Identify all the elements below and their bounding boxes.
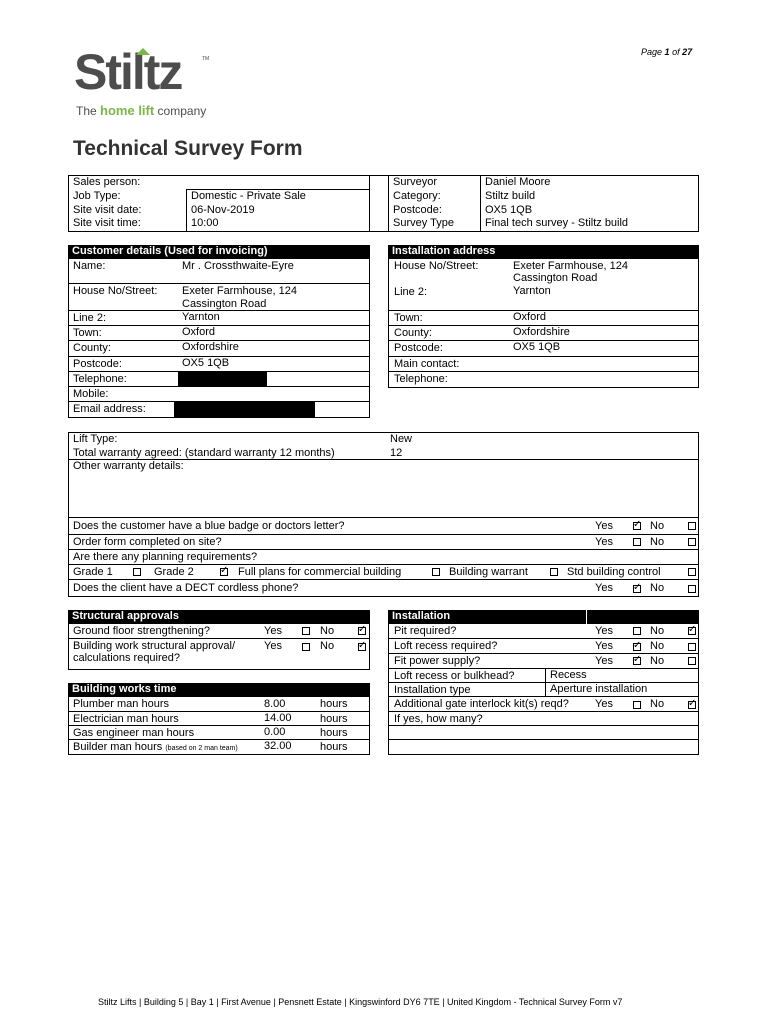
customer-postcode-value: OX5 1QB: [182, 357, 230, 369]
electrician-unit: hours: [320, 713, 348, 725]
category-value: Stiltz build: [485, 190, 536, 202]
planning-question: Are there any planning requirements?: [73, 551, 258, 563]
building-work-yes-checkbox[interactable]: [302, 643, 310, 651]
fit-power-yes-checkbox[interactable]: [633, 657, 641, 665]
logo-roof-icon: [136, 48, 150, 55]
building-work-question-2: calculations required?: [73, 652, 181, 664]
builder-value: 32.00: [264, 740, 292, 752]
fit-power-no-checkbox[interactable]: [688, 657, 696, 665]
install-house-value-2: Cassington Road: [513, 272, 598, 284]
customer-postcode-label: Postcode:: [73, 358, 122, 370]
builder-unit: hours: [320, 741, 348, 753]
order-form-yes-checkbox[interactable]: [633, 538, 641, 546]
install-town-value: Oxford: [513, 311, 547, 323]
blue-badge-yes-checkbox[interactable]: [633, 522, 641, 530]
how-many-question: If yes, how many?: [394, 713, 483, 725]
site-visit-time-value: 10:00: [191, 217, 219, 229]
loft-recess-yes-checkbox[interactable]: [633, 643, 641, 651]
customer-county-value: Oxfordshire: [182, 341, 239, 353]
page-footer: Stiltz Lifts | Building 5 | Bay 1 | First Avenue | Pensnett Estate | Kingswinford DY6 7TE | United Kingdom - Technical Survey Form v7: [98, 997, 623, 1007]
fit-power-yes-label: Yes: [595, 655, 613, 667]
telephone-redaction: [178, 371, 267, 386]
building-work-no-label: No: [320, 640, 335, 652]
email-redaction: [174, 402, 315, 417]
ground-floor-no-checkbox[interactable]: [358, 627, 366, 635]
dect-yes-label: Yes: [595, 582, 613, 594]
site-visit-time-label: Site visit time:: [73, 217, 141, 229]
dect-yes-checkbox[interactable]: [633, 585, 641, 593]
order-form-question: Order form completed on site?: [73, 536, 222, 548]
sales-person-label: Sales person:: [73, 176, 141, 188]
blue-badge-no-checkbox[interactable]: [688, 522, 696, 530]
grade2-label: Grade 2: [154, 566, 194, 578]
install-postcode-value: OX5 1QB: [513, 341, 561, 353]
fit-power-question: Fit power supply?: [394, 655, 481, 667]
job-type-value: Domestic - Private Sale: [191, 190, 306, 202]
order-form-yes-label: Yes: [595, 536, 613, 548]
building-warrant-checkbox[interactable]: [550, 568, 558, 576]
survey-type-label: Survey Type: [393, 217, 454, 229]
building-work-yes-label: Yes: [264, 640, 282, 652]
pit-no-checkbox[interactable]: [688, 627, 696, 635]
install-house-value-3: Yarnton: [513, 285, 551, 297]
page-number: Page 1 of 27: [641, 47, 693, 57]
loft-recess-yes-label: Yes: [595, 640, 613, 652]
total-warranty-value: 12: [390, 447, 403, 459]
total-warranty-label: Total warranty agreed: (standard warranty 12 months): [73, 447, 335, 459]
site-visit-date-label: Site visit date:: [73, 204, 142, 216]
lift-type-label: Lift Type:: [73, 433, 118, 445]
customer-house-value-1: Exeter Farmhouse, 124: [182, 285, 297, 297]
customer-house-label: House No/Street:: [73, 285, 158, 297]
install-house-label: House No/Street:: [394, 260, 479, 272]
gas-engineer-unit: hours: [320, 727, 348, 739]
customer-line2-label: Line 2:: [73, 312, 107, 324]
site-visit-date-value: 06-Nov-2019: [191, 204, 255, 216]
pit-yes-checkbox[interactable]: [633, 627, 641, 635]
std-building-control-label: Std building control: [567, 566, 661, 578]
grade1-checkbox[interactable]: [133, 568, 141, 576]
loft-recess-no-checkbox[interactable]: [688, 643, 696, 651]
electrician-label: Electrician man hours: [73, 713, 179, 725]
postcode-value: OX5 1QB: [485, 204, 533, 216]
building-work-no-checkbox[interactable]: [358, 643, 366, 651]
other-warranty-label: Other warranty details:: [73, 460, 184, 472]
loft-or-bulkhead-question: Loft recess or bulkhead?: [394, 670, 515, 682]
pit-yes-label: Yes: [595, 625, 613, 637]
dect-no-label: No: [650, 582, 665, 594]
blue-badge-question: Does the customer have a blue badge or doctors letter?: [73, 520, 345, 532]
gas-engineer-value: 0.00: [264, 726, 286, 738]
customer-county-label: County:: [73, 342, 111, 354]
order-form-no-label: No: [650, 536, 665, 548]
customer-telephone-label: Telephone:: [73, 373, 127, 385]
install-postcode-label: Postcode:: [394, 342, 443, 354]
surveyor-label: Surveyor: [393, 176, 438, 188]
customer-name-value: Mr . Crossthwaite-Eyre: [182, 260, 294, 272]
job-type-label: Job Type:: [73, 190, 121, 202]
install-county-label: County:: [394, 327, 432, 339]
ground-floor-yes-label: Yes: [264, 625, 282, 637]
std-building-control-checkbox[interactable]: [688, 568, 696, 576]
survey-type-value: Final tech survey - Stiltz build: [485, 217, 629, 229]
install-telephone-label: Telephone:: [394, 373, 448, 385]
dect-question: Does the client have a DECT cordless phone?: [73, 582, 299, 594]
pit-question: Pit required?: [394, 625, 457, 637]
gate-kits-no-checkbox[interactable]: [688, 701, 696, 709]
install-house-value-1: Exeter Farmhouse, 124: [513, 260, 628, 272]
customer-house-value-2: Cassington Road: [182, 298, 267, 310]
installation-type-value: Aperture installation: [550, 683, 648, 695]
building-works-header: Building works time: [68, 683, 370, 697]
customer-town-value: Oxford: [182, 326, 216, 338]
building-work-question-1: Building work structural approval/: [73, 640, 236, 652]
install-main-contact-label: Main contact:: [394, 358, 460, 370]
full-plans-checkbox[interactable]: [432, 568, 440, 576]
page-title: Technical Survey Form: [73, 137, 303, 160]
gate-kits-yes-checkbox[interactable]: [633, 701, 641, 709]
plumber-label: Plumber man hours: [73, 698, 169, 710]
loft-recess-no-label: No: [650, 640, 665, 652]
gate-kits-yes-label: Yes: [595, 698, 613, 710]
category-label: Category:: [393, 190, 441, 202]
stiltz-logo: [74, 44, 214, 122]
logo-tagline: The home lift company: [76, 103, 207, 118]
grade2-checkbox[interactable]: [220, 568, 228, 576]
loft-recess-question: Loft recess required?: [394, 640, 498, 652]
builder-label: Builder man hours (based on 2 man team): [73, 741, 238, 753]
structural-approvals-header: Structural approvals: [68, 610, 370, 624]
installation-address-header: Installation address: [388, 245, 699, 259]
electrician-value: 14.00: [264, 712, 292, 724]
customer-mobile-label: Mobile:: [73, 388, 109, 400]
plumber-value: 8.00: [264, 698, 286, 710]
order-form-no-checkbox[interactable]: [688, 538, 696, 546]
logo-wordmark: Stiltz: [74, 44, 182, 100]
logo-tm: TM: [202, 56, 210, 62]
install-town-label: Town:: [394, 312, 423, 324]
gate-kits-no-label: No: [650, 698, 665, 710]
customer-details-header: Customer details (Used for invoicing): [68, 245, 370, 259]
gate-kits-question: Additional gate interlock kit(s) reqd?: [394, 698, 569, 710]
ground-floor-question: Ground floor strengthening?: [73, 625, 210, 637]
full-plans-label: Full plans for commercial building: [238, 566, 402, 578]
loft-or-bulkhead-value: Recess: [550, 669, 587, 681]
customer-town-label: Town:: [73, 327, 102, 339]
ground-floor-no-label: No: [320, 625, 335, 637]
lift-type-value: New: [390, 433, 413, 445]
installation-header: Installation: [388, 610, 699, 624]
customer-name-label: Name:: [73, 260, 106, 272]
install-line2-label: Line 2:: [394, 286, 428, 298]
gas-engineer-label: Gas engineer man hours: [73, 727, 195, 739]
install-county-value: Oxfordshire: [513, 326, 570, 338]
postcode-label: Postcode:: [393, 204, 442, 216]
blue-badge-no-label: No: [650, 520, 665, 532]
plumber-unit: hours: [320, 698, 348, 710]
grade1-label: Grade 1: [73, 566, 113, 578]
dect-no-checkbox[interactable]: [688, 585, 696, 593]
customer-line2-value: Yarnton: [182, 311, 220, 323]
pit-no-label: No: [650, 625, 665, 637]
fit-power-no-label: No: [650, 655, 665, 667]
surveyor-value: Daniel Moore: [485, 176, 551, 188]
building-warrant-label: Building warrant: [449, 566, 528, 578]
ground-floor-yes-checkbox[interactable]: [302, 627, 310, 635]
installation-type-label: Installation type: [394, 684, 471, 696]
customer-email-label: Email address:: [73, 403, 146, 415]
blue-badge-yes-label: Yes: [595, 520, 613, 532]
